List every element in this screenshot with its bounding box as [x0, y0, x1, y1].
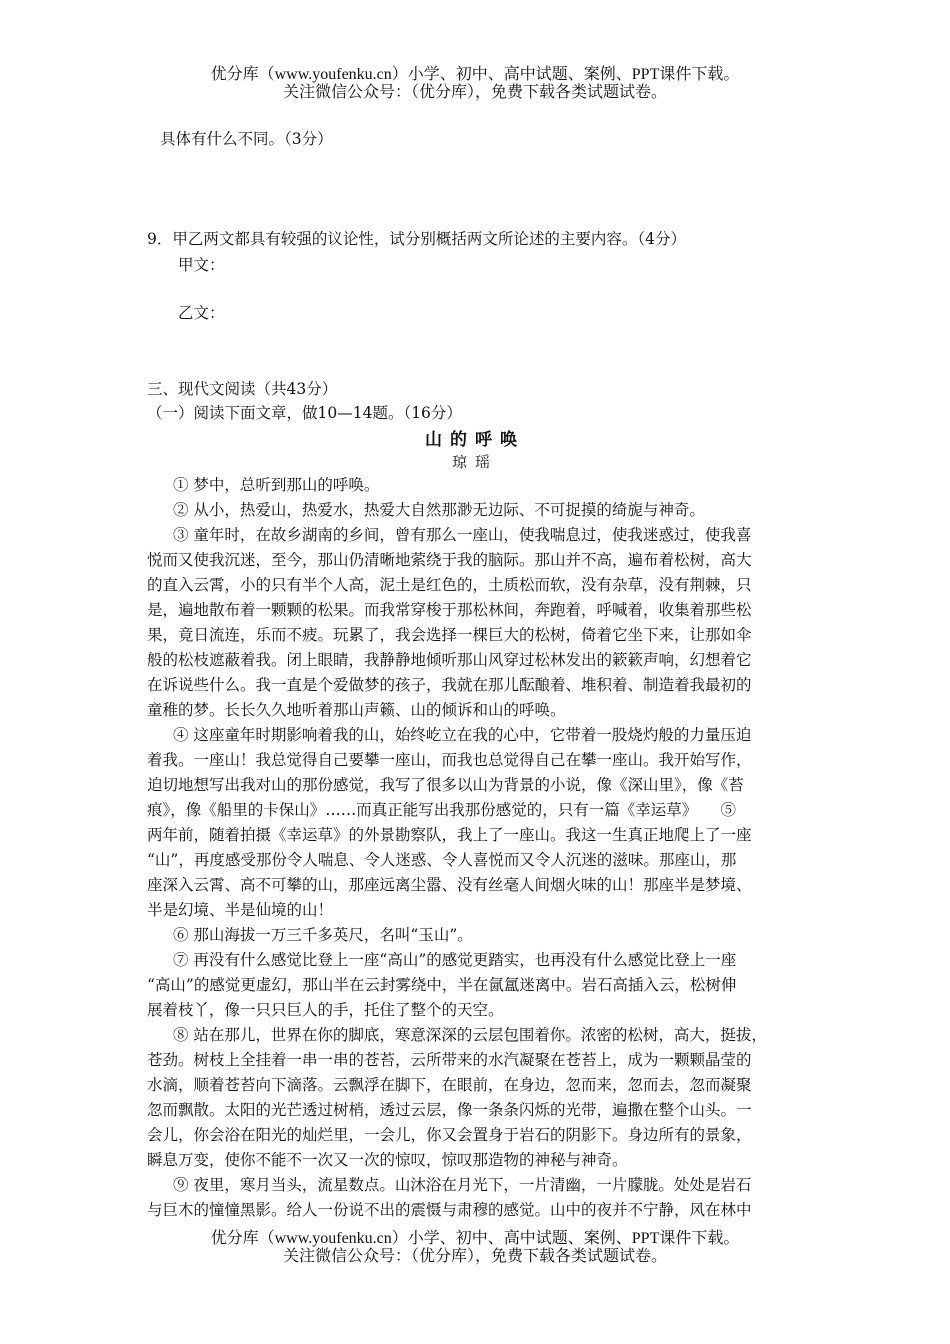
paragraph-7-line: “高山”的感觉更虚幻，那山半在云封雾绕中，半在氤氲迷离中。岩石高插入云，松树伸: [147, 976, 737, 994]
paragraph-3-line: 在诉说些什么。我一直是个爱做梦的孩子，我就在那儿酝酿着、堆积着、制造着我最初的: [147, 676, 752, 694]
paragraph-6: ⑥ 那山海拔一万三千多英尺，名叫“玉山”。: [173, 926, 473, 944]
header-line-1: 优分库（www.youfenku.cn）小学、初中、高中试题、案例、PPT课件下载。: [210, 66, 740, 83]
paragraph-4-line: 痕》，像《船里的卡保山》……而真正能写出我那份感觉的，只有一篇《幸运草》 ⑤: [147, 801, 737, 819]
paragraph-7-line: 展着枝丫，像一只只巨人的手，托住了整个的天空。: [147, 1001, 504, 1019]
section-3-heading: 三、现代文阅读（共43分）: [147, 380, 338, 398]
paragraph-3-line: 童稚的梦。长长久久地听着那山声籁、山的倾诉和山的呼唤。: [147, 701, 566, 719]
paragraph-4-line: “山”，再度感受那份令人喘息、令人迷惑、令人喜悦而又令人沉迷的滋味。那座山，那: [147, 851, 737, 869]
paragraph-8-line: 苍劲。树枝上全挂着一串一串的苍苔，云所带来的水汽凝聚在苍苔上，成为一颗颗晶莹的: [147, 1051, 752, 1069]
article-title: 山的呼唤: [425, 430, 525, 450]
paragraph-7-line: ⑦ 再没有什么感觉比登上一座“高山”的感觉更踏实，也再没有什么感觉比登上一座: [173, 951, 737, 969]
paragraph-3-line: 是，遍地散布着一颗颗的松果。而我常穿梭于那松林间，奔跑着，呼喊着，收集着那些松: [147, 601, 752, 619]
paragraph-1: ① 梦中，总听到那山的呼唤。: [173, 476, 380, 494]
paragraph-4-line: 半是幻境、半是仙境的山！: [147, 901, 334, 919]
paragraph-3-line: 果，竟日流连，乐而不疲。玩累了，我会选择一棵巨大的松树，倚着它坐下来，让那如伞: [147, 626, 752, 644]
footer-line-2: 关注微信公众号：（优分库），免费下载各类试题试卷。: [282, 1248, 667, 1265]
paragraph-4-line: 迫切地想写出我对山的那份感觉，我写了很多以山为背景的小说，像《深山里》，像《苔: [147, 776, 744, 794]
paragraph-8-line: 忽而飘散。太阳的光芒透过树梢，透过云层，像一条条闪烁的光带，遍撒在整个山头。一: [147, 1101, 752, 1119]
question-9-answer-yi-label: 乙文：: [178, 304, 225, 322]
article-author: 琼瑶: [451, 453, 498, 471]
paragraph-2: ② 从小，热爱山，热爱水，热爱大自然那渺无边际、不可捉摸的绮旎与神奇。: [173, 501, 705, 519]
question-8-tail: 具体有什么不同。（3分）: [160, 130, 333, 148]
paragraph-4-line: 着我。一座山！我总觉得自己要攀一座山，而我也总觉得自己在攀一座山。我开始写作，: [147, 751, 752, 769]
paragraph-3-line: ③ 童年时，在故乡湖南的乡间，曾有那么一座山，使我喘息过，使我迷惑过，使我喜: [173, 526, 752, 544]
footer-line-1: 优分库（www.youfenku.cn）小学、初中、高中试题、案例、PPT课件下载。: [210, 1230, 740, 1247]
header-line-2: 关注微信公众号：（优分库），免费下载各类试题试卷。: [282, 84, 667, 101]
paragraph-8-line: 水滴，顺着苍苔向下滴落。云飘浮在脚下，在眼前，在身边，忽而来，忽而去，忽而凝聚: [147, 1076, 752, 1094]
paragraph-3-line: 悦而又使我沉迷，至今，那山仍清晰地萦绕于我的脑际。那山并不高，遍布着松树，高大: [147, 551, 752, 569]
paragraph-9-line: 与巨木的憧憧黑影。给人一份说不出的震慑与肃穆的感觉。山中的夜并不宁静，风在林中: [147, 1201, 752, 1219]
paragraph-8-line: 瞬息万变，使你不能不一次又一次的惊叹，惊叹那造物的神秘与神奇。: [147, 1151, 628, 1169]
paragraph-8-line: 会儿，你会浴在阳光的灿烂里，一会儿，你又会置身于岩石的阴影下。身边所有的景象，: [147, 1126, 752, 1144]
paragraph-3-line: 般的松枝遮蔽着我。闭上眼睛，我静静地倾听那山风穿过松林发出的簌簌声响，幻想着它: [147, 651, 752, 669]
page-header: [0, 66, 950, 102]
paragraph-8-line: ⑧ 站在那儿，世界在你的脚底，寒意深深的云层包围着你。浓密的松树，高大，挺拔，: [173, 1026, 767, 1044]
paragraph-3-line: 的直入云霄，小的只有半个人高，泥土是红色的，土质松而软，没有杂草，没有荆棘，只: [147, 576, 752, 594]
paragraph-9-line: ⑨ 夜里，寒月当头，流星数点。山沐浴在月光下，一片清幽，一片朦胧。处处是岩石: [173, 1176, 752, 1194]
paragraph-4-line: ④ 这座童年时期影响着我的山，始终屹立在我的心中，它带着一股烧灼般的力量压迫: [173, 726, 752, 744]
article-body: [147, 473, 805, 1223]
page-footer: [0, 1230, 950, 1266]
question-9-stem: 9．甲乙两文都具有较强的议论性，试分别概括两文所论述的主要内容。（4分）: [147, 230, 686, 248]
paragraph-4-line: 两年前，随着拍摄《幸运草》的外景勘察队，我上了一座山。我这一生真正地爬上了一座: [147, 826, 752, 844]
section-3-subheading: （一）阅读下面文章，做10—14题。（16分）: [147, 404, 462, 422]
question-9-answer-jia-label: 甲文：: [178, 256, 225, 274]
paragraph-4-line: 座深入云霄、高不可攀的山，那座远离尘嚣、没有丝毫人间烟火味的山！那座半是梦境、: [147, 876, 752, 894]
